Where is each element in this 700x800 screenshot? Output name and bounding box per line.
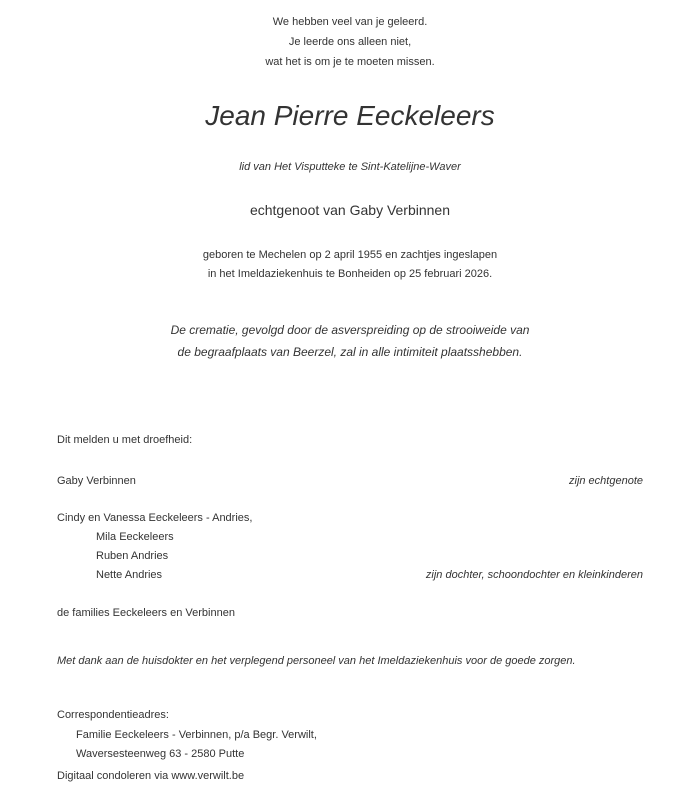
deceased-name: Jean Pierre Eeckeleers	[205, 100, 495, 131]
ceremony-line: De crematie, gevolgd door de asverspreiding op de strooiweide van	[170, 323, 530, 337]
correspondence-label: Correspondentieadres:	[57, 709, 169, 721]
spouse-relation: zijn echtgenote	[569, 475, 643, 487]
families: de families Eeckeleers en Verbinnen	[57, 607, 235, 619]
correspondence-line: Waversesteenweg 63 - 2580 Putte	[76, 748, 245, 760]
grandchild: Ruben Andries	[96, 550, 169, 562]
correspondence-line: Familie Eeckeleers - Verbinnen, p/a Begr. Verwilt,	[76, 729, 317, 741]
announce-intro: Dit melden u met droefheid:	[57, 434, 193, 446]
thanks: Met dank aan de huisdokter en het verplegend personeel van het Imeldaziekenhuis voor de goede zorgen.	[57, 655, 576, 667]
grandchild: Nette Andries	[96, 569, 163, 581]
death-line: in het Imeldaziekenhuis te Bonheiden op 25 februari 2026.	[207, 268, 493, 280]
grandchild: Mila Eeckeleers	[96, 531, 174, 543]
poem-line: Je leerde ons alleen niet,	[288, 36, 412, 48]
poem-line: wat het is om je te moeten missen.	[265, 56, 435, 68]
membership: lid van Het Visputteke te Sint-Katelijne-Waver	[239, 161, 461, 173]
spouse-line: echtgenoot van Gaby Verbinnen	[249, 202, 451, 218]
condolences-link: Digitaal condoleren via www.verwilt.be	[57, 770, 245, 782]
birth-line: geboren te Mechelen op 2 april 1955 en zachtjes ingeslapen	[202, 249, 498, 261]
poem-line: We hebben veel van je geleerd.	[272, 16, 428, 28]
ceremony-line: de begraafplaats van Beerzel, zal in alle intimiteit plaatsshebben.	[177, 345, 523, 359]
children-relation: zijn dochter, schoondochter en kleinkinderen	[425, 569, 643, 581]
children-names: Cindy en Vanessa Eeckeleers - Andries,	[57, 512, 253, 524]
spouse-name: Gaby Verbinnen	[57, 475, 136, 487]
